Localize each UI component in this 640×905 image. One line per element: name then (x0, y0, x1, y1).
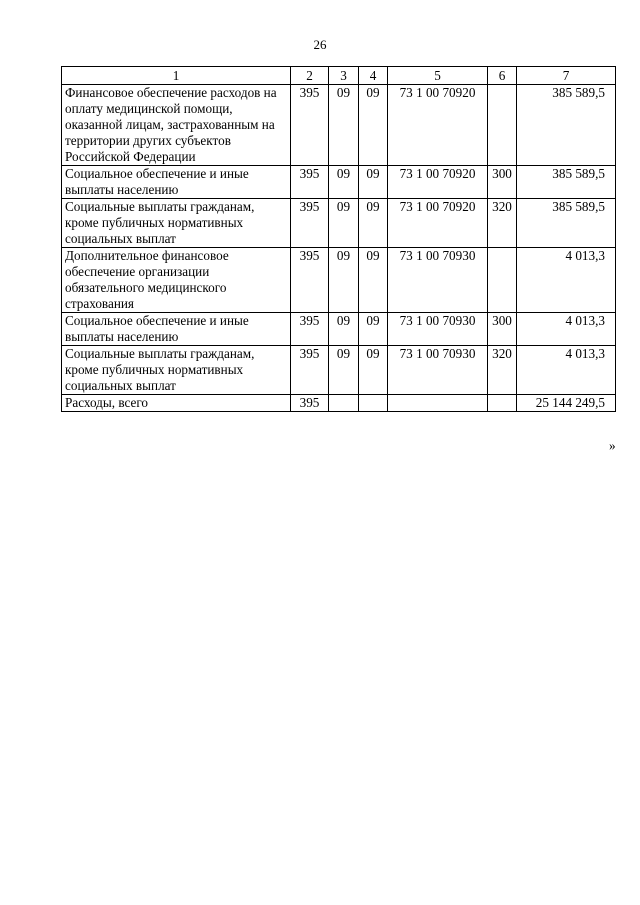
row-name-cell: Социальные выплаты гражданам, кроме публичных нормативных социальных выплат (62, 199, 291, 248)
row-name-cell: Социальное обеспечение и иные выплаты населению (62, 166, 291, 199)
budget-table (61, 66, 616, 412)
section-code-cell: 09 (329, 166, 359, 199)
subsection-code-cell: 09 (359, 85, 388, 166)
expense-type-cell (488, 248, 517, 313)
header-cell: 2 (291, 67, 329, 85)
ministry-code-cell: 395 (291, 85, 329, 166)
amount-cell: 4 013,3 (517, 346, 616, 395)
target-article-cell: 73 1 00 70920 (388, 199, 488, 248)
table-row (62, 313, 616, 346)
header-cell: 7 (517, 67, 616, 85)
target-article-cell: 73 1 00 70930 (388, 313, 488, 346)
section-code-cell (329, 395, 359, 412)
subsection-code-cell: 09 (359, 166, 388, 199)
subsection-code-cell: 09 (359, 248, 388, 313)
row-name-cell: Социальное обеспечение и иные выплаты населению (62, 313, 291, 346)
header-cell: 1 (62, 67, 291, 85)
section-code-cell: 09 (329, 199, 359, 248)
ministry-code-cell: 395 (291, 166, 329, 199)
target-article-cell (388, 395, 488, 412)
target-article-cell: 73 1 00 70920 (388, 166, 488, 199)
header-cell: 3 (329, 67, 359, 85)
row-name-cell: Расходы, всего (62, 395, 291, 412)
table-row (62, 395, 616, 412)
table-row (62, 199, 616, 248)
subsection-code-cell: 09 (359, 313, 388, 346)
amount-cell: 385 589,5 (517, 166, 616, 199)
row-name-cell: Финансовое обеспечение расходов на оплату медицинской помощи, оказанной лицам, застрахованным на территории других субъектов Российской Федерации (62, 85, 291, 166)
expense-type-cell: 320 (488, 199, 517, 248)
header-cell: 4 (359, 67, 388, 85)
header-cell: 6 (488, 67, 517, 85)
expense-type-cell (488, 395, 517, 412)
amount-cell: 4 013,3 (517, 313, 616, 346)
row-name-cell: Дополнительное финансовое обеспечение организации обязательного медицинского страхования (62, 248, 291, 313)
target-article-cell: 73 1 00 70930 (388, 346, 488, 395)
subsection-code-cell: 09 (359, 199, 388, 248)
ministry-code-cell: 395 (291, 199, 329, 248)
page-number: 26 (313, 37, 327, 52)
table-row (62, 85, 616, 166)
ministry-code-cell: 395 (291, 313, 329, 346)
amount-cell: 385 589,5 (517, 85, 616, 166)
amount-cell: 25 144 249,5 (517, 395, 616, 412)
table-row (62, 346, 616, 395)
header-cell: 5 (388, 67, 488, 85)
amount-cell: 385 589,5 (517, 199, 616, 248)
table-row (62, 248, 616, 313)
expense-type-cell: 320 (488, 346, 517, 395)
amount-cell: 4 013,3 (517, 248, 616, 313)
ministry-code-cell: 395 (291, 346, 329, 395)
subsection-code-cell: 09 (359, 346, 388, 395)
expense-type-cell: 300 (488, 166, 517, 199)
ministry-code-cell: 395 (291, 395, 329, 412)
ministry-code-cell: 395 (291, 248, 329, 313)
section-code-cell: 09 (329, 313, 359, 346)
table-row (62, 166, 616, 199)
section-code-cell: 09 (329, 248, 359, 313)
expense-type-cell (488, 85, 517, 166)
section-code-cell: 09 (329, 346, 359, 395)
target-article-cell: 73 1 00 70930 (388, 248, 488, 313)
subsection-code-cell (359, 395, 388, 412)
expense-type-cell: 300 (488, 313, 517, 346)
row-name-cell: Социальные выплаты гражданам, кроме публичных нормативных социальных выплат (62, 346, 291, 395)
section-code-cell: 09 (329, 85, 359, 166)
table-header-row (62, 67, 616, 85)
target-article-cell: 73 1 00 70920 (388, 85, 488, 166)
closing-quote: » (609, 438, 616, 453)
